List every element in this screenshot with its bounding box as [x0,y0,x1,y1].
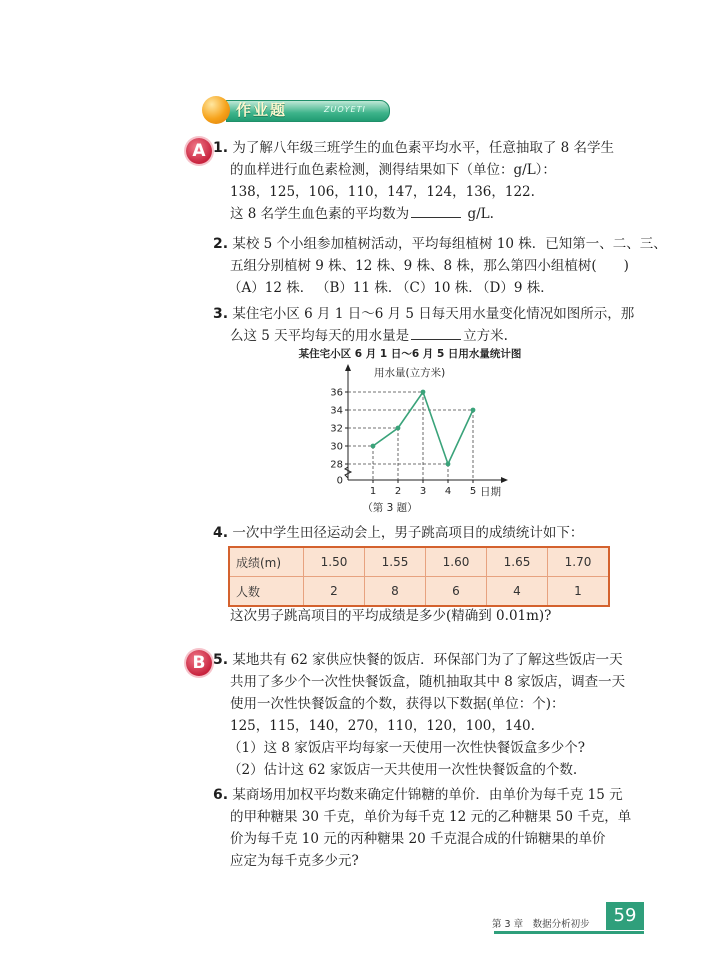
question-4-number: 4. [213,525,229,541]
table-cell: 4 [487,577,548,607]
level-b-badge: B [186,650,212,676]
question-5-part-2: （2）估计这 62 家饭店一天共使用一次性快餐饭盒的个数. [228,762,578,778]
y-tick-label: 36 [330,387,343,399]
table-cell: 2 [304,577,365,607]
question-2-option-a: （A）12 株． [228,280,314,296]
table-cell: 1.70 [548,547,610,577]
table-cell: 6 [426,577,487,607]
header-subtitle: ZUOYETI [324,105,366,114]
table-row [229,577,609,607]
level-a-badge: A [186,138,212,164]
page-number: 59 [606,902,644,930]
y-axis-arrow-icon [345,364,351,371]
y-tick-label: 34 [330,405,343,417]
question-5-line-2: 共用了多少个一次性快餐饭盒，随机抽取其中 8 家饭店，调查一天 [230,674,626,690]
question-5-line-1: 5. 某地共有 62 家供应快餐的饭店．环保部门为了了解这些饭店一天 [213,652,623,668]
question-1-line-2: 的血样进行血色素检测，测得结果如下（单位：g/L）： [230,162,556,178]
question-1-data: 138，125，106，110，147，124，136，122. [230,184,535,200]
y-tick-label: 30 [330,441,343,453]
homework-header [200,96,400,126]
table-cell: 1.65 [487,547,548,577]
table-cell: 1 [548,577,610,607]
table-cell: 8 [365,577,426,607]
y-tick-label: 32 [330,423,343,435]
question-6-number: 6. [213,787,229,803]
data-point [396,426,401,431]
question-2-option-b: （B）11 株． [316,280,402,296]
header-title: 作业题 [236,101,288,119]
chart-caption: （第 3 题） [362,502,418,514]
orange-ball-icon [202,96,230,124]
question-1-line-4: 这 8 名学生血色素的平均数为 g/L. [230,206,494,222]
data-point [371,444,376,449]
question-2-number: 2. [213,236,229,252]
question-2-line-2: 五组分别植树 9 株、12 株、9 株、8 株，那么第四小组植树( ) [230,258,629,274]
table-header-count: 人数 [229,577,304,607]
x-tick-label: 5 [469,486,477,497]
chart-x-axis-label: 日期 [480,486,501,498]
question-1-line-1: 1. 为了解八年级三班学生的血色素平均水平，任意抽取了 8 名学生 [213,140,615,156]
question-3-line-1: 3. 某住宅小区 6 月 1 日～6 月 5 日每天用水量变化情况如图所示，那 [213,306,635,322]
question-6-line-1: 6. 某商场用加权平均数来确定什锦糖的单价．由单价为每千克 15 元 [213,787,623,803]
question-3-line-2: 么这 5 天平均每天的用水量是 立方米. [230,328,508,344]
x-tick-label: 3 [419,486,427,497]
x-tick-label: 1 [369,486,377,497]
data-point [446,462,451,467]
question-4-line-2: 这次男子跳高项目的平均成绩是多少(精确到 0.01m)? [230,608,552,624]
table-row [229,547,609,577]
question-5-data: 125，115，140，270，110，120，100，140. [230,718,535,734]
question-5-line-3: 使用一次性快餐饭盒的个数，获得以下数据(单位：个)： [230,696,565,712]
answer-blank [411,205,461,218]
question-6-line-4: 应定为每千克多少元? [230,853,359,869]
high-jump-score-table [228,546,610,607]
chapter-footer: 第 3 章 数据分析初步 [492,919,590,930]
x-tick-label: 2 [394,486,402,497]
chart-title: 某住宅小区 6 月 1 日～6 月 5 日用水量统计图 [298,348,522,360]
table-cell: 1.50 [304,547,365,577]
y-tick-label: 28 [330,459,343,471]
table-cell: 1.60 [426,547,487,577]
chart-y-axis-label: 用水量(立方米) [374,367,446,379]
question-3-number: 3. [213,306,229,322]
question-6-line-2: 的甲种糖果 30 千克，单价为每千克 12 元的乙种糖果 50 千克，单 [230,809,632,825]
answer-blank [411,327,461,340]
water-usage-line-chart [290,344,540,520]
question-2-option-d: （D）9 株． [476,280,554,296]
table-cell: 1.55 [365,547,426,577]
question-6-line-3: 价为每千克 10 元的丙种糖果 20 千克混合成的什锦糖果的单价 [230,831,606,847]
question-2-line-1: 2. 某校 5 个小组参加植树活动，平均每组植树 10 株．已知第一、二、三、 [213,236,667,252]
question-1-number: 1. [213,140,229,156]
x-axis-arrow-icon [501,477,508,483]
question-4-line-1: 4. 一次中学生田径运动会上，男子跳高项目的成绩统计如下： [213,525,584,541]
question-2-option-c: （C）10 株． [396,280,482,296]
data-point [471,408,476,413]
data-point [421,390,426,395]
y-tick-label: 0 [336,475,343,487]
footer-rule [494,931,644,934]
table-header-score: 成绩(m) [229,547,304,577]
x-tick-label: 4 [444,486,452,497]
question-5-part-1: （1）这 8 家饭店平均每家一天使用一次性快餐饭盒多少个? [228,740,585,756]
question-5-number: 5. [213,652,229,668]
